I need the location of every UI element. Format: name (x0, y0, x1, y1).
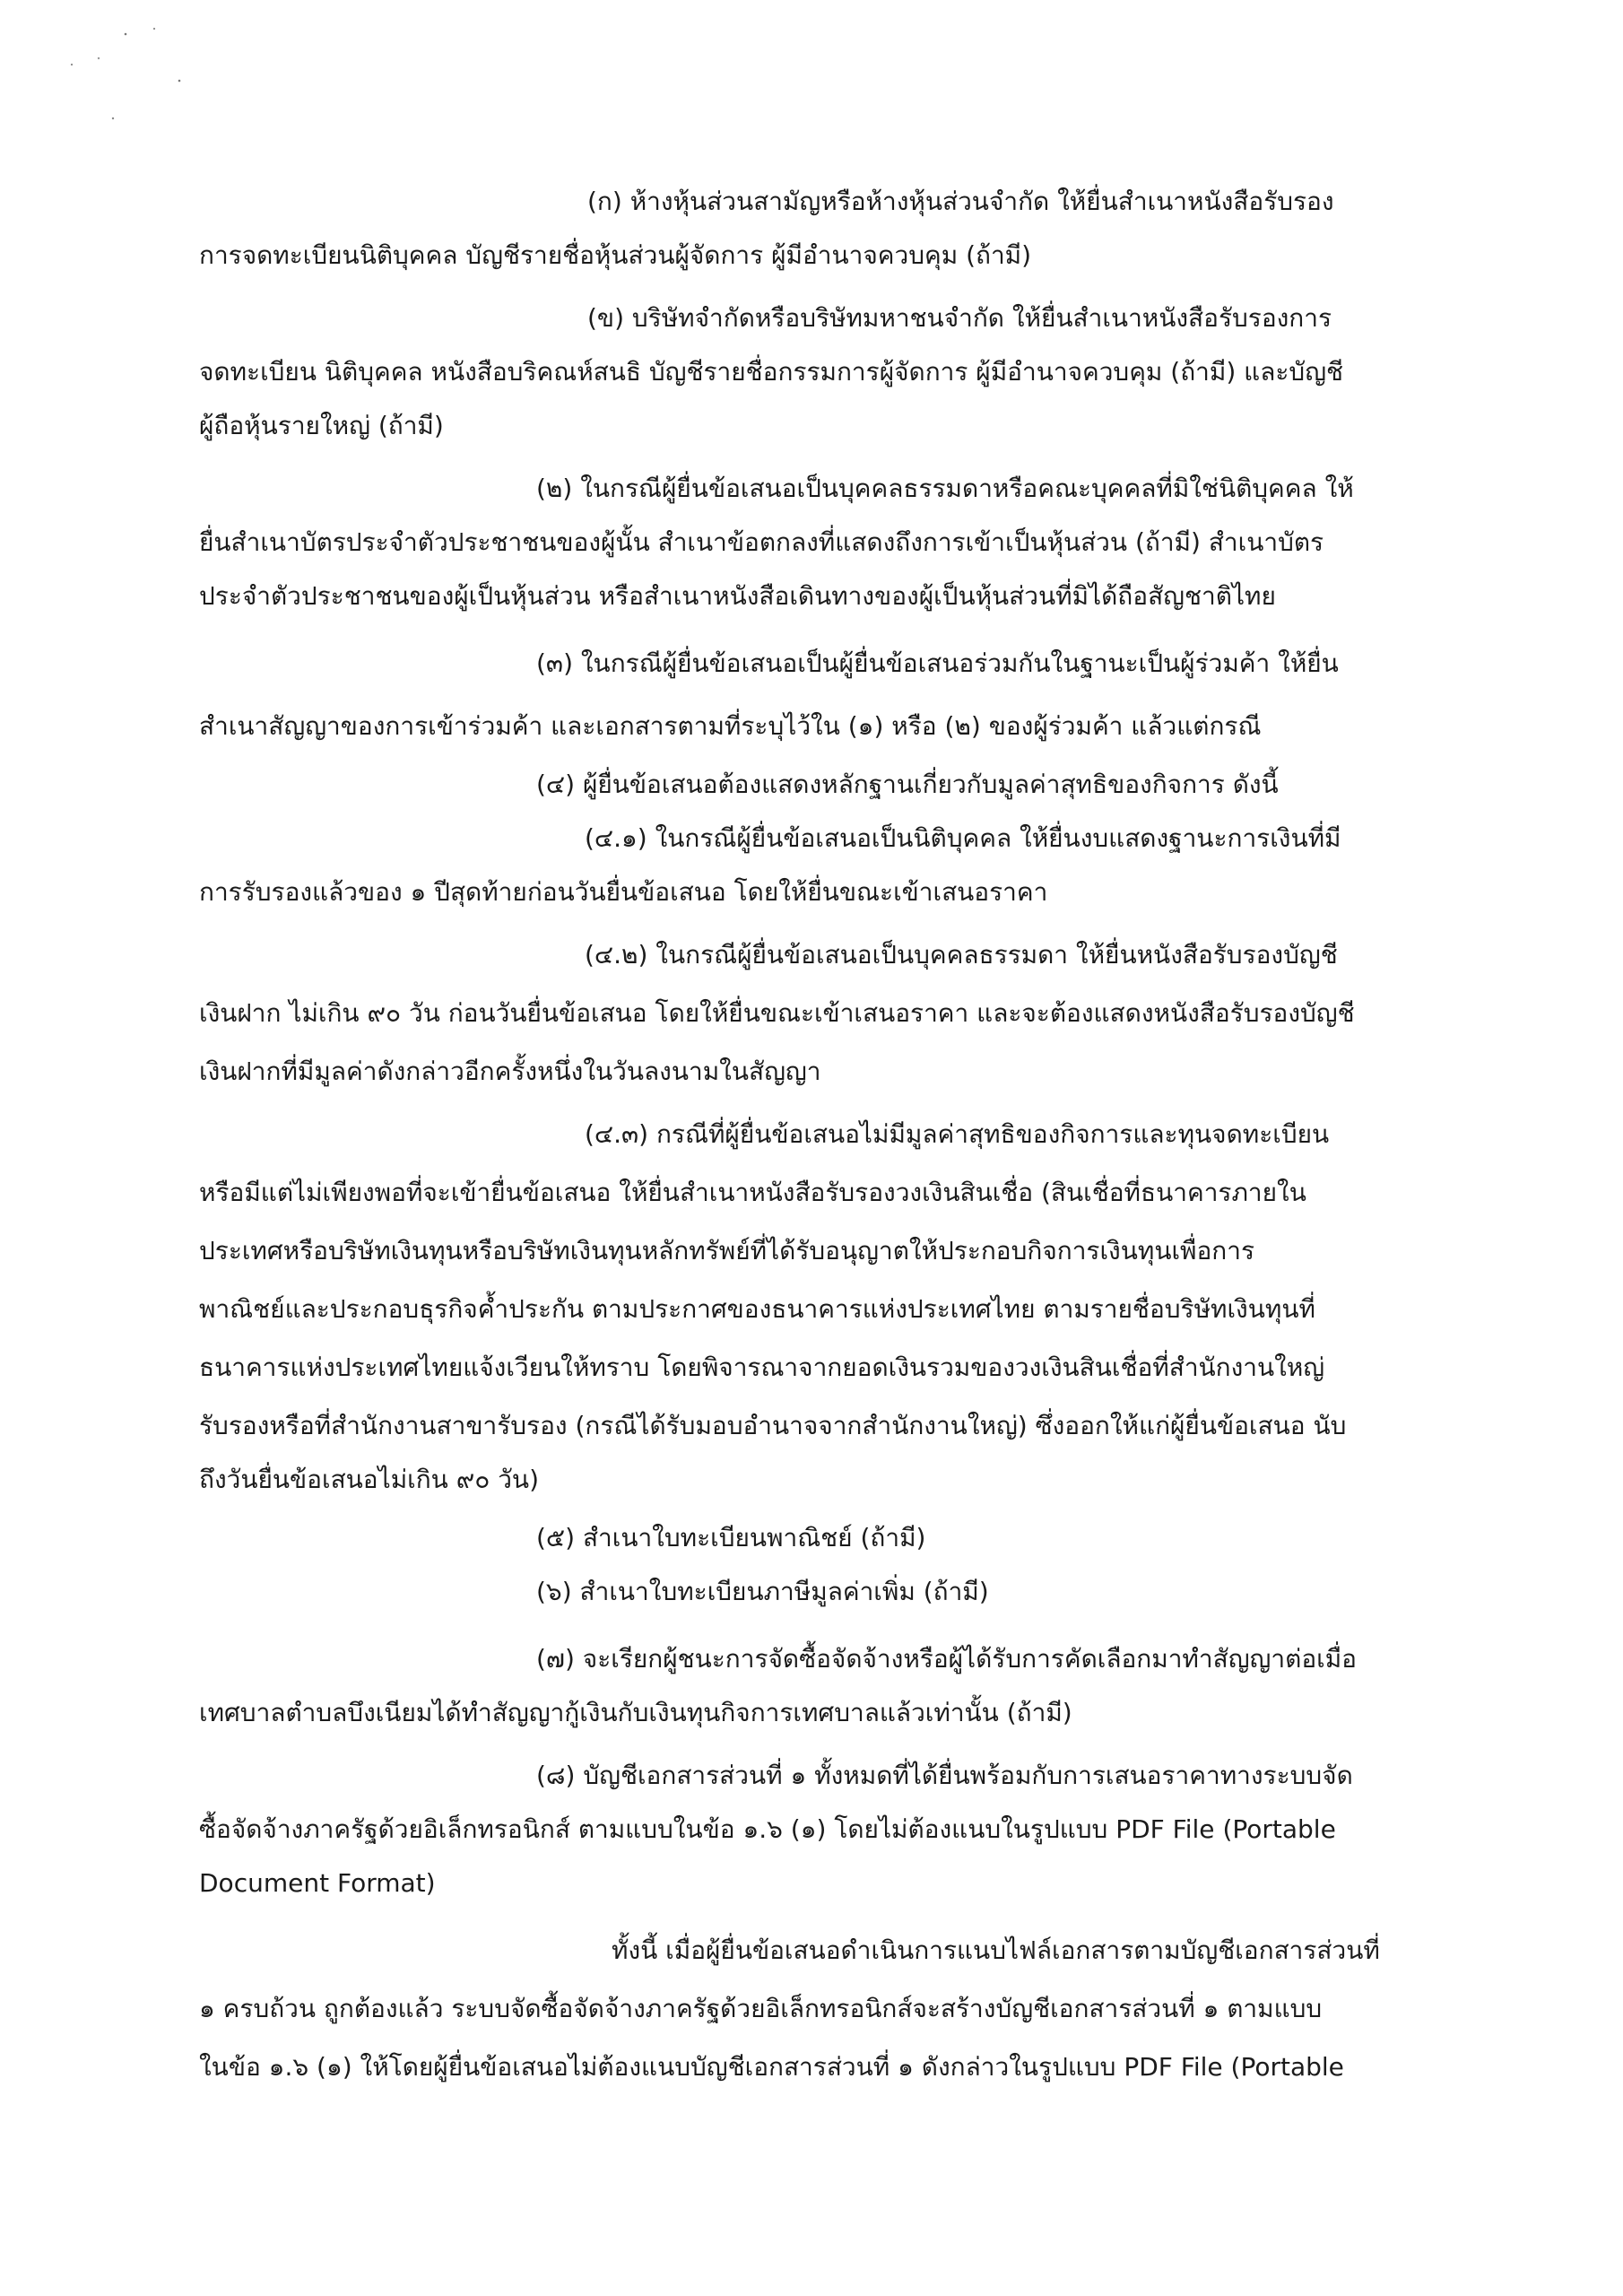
line-18: หรือมีแต่ไม่เพียงพอที่จะเข้ายื่นข้อเสนอ ให้ยื่นสำเนาหนังสือรับรองวงเงินสินเชื่อ (สินเชื่อที่ธนาคารภายใน (199, 1178, 1306, 1207)
line-29: ซื้อจัดจ้างภาครัฐด้วยอิเล็กทรอนิกส์ ตามแบบในข้อ ๑.๖ (๑) โดยไม่ต้องแนบในรูปแบบ PDF File (Portable (199, 1814, 1336, 1844)
line-14: (๔.๒) ในกรณีผู้ยื่นข้อเสนอเป็นบุคคลธรรมดา ให้ยื่นหนังสือรับรองบัญชี (585, 940, 1338, 970)
line-15: เงินฝาก ไม่เกิน ๙๐ วัน ก่อนวันยื่นข้อเสนอ โดยให้ยื่นขณะเข้าเสนอราคา และจะต้องแสดงหนังสือรับรองบัญชี (199, 998, 1355, 1028)
line-4: จดทะเบียน นิติบุคคล หนังสือบริคณห์สนธิ บัญชีรายชื่อกรรมการผู้จัดการ ผู้มีอำนาจควบคุม (ถ้ามี) และบัญชี (199, 357, 1344, 387)
line-30: Document Format) (199, 1868, 436, 1898)
line-26: (๗) จะเรียกผู้ชนะการจัดซื้อจัดจ้างหรือผู้ได้รับการคัดเลือกมาทำสัญญาต่อเมื่อ (536, 1644, 1357, 1674)
line-19: ประเทศหรือบริษัทเงินทุนหรือบริษัทเงินทุนหลักทรัพย์ที่ได้รับอนุญาตให้ประกอบกิจการเงินทุนเพื่อการ (199, 1236, 1255, 1265)
line-2: การจดทะเบียนนิติบุคคล บัญชีรายชื่อหุ้นส่วนผู้จัดการ ผู้มีอำนาจควบคุม (ถ้ามี) (199, 240, 1032, 270)
line-11: (๔) ผู้ยื่นข้อเสนอต้องแสดงหลักฐานเกี่ยวกับมูลค่าสุทธิของกิจการ ดังนี้ (536, 770, 1279, 799)
line-8: ประจำตัวประชาชนของผู้เป็นหุ้นส่วน หรือสำเนาหนังสือเดินทางของผู้เป็นหุ้นส่วนที่มิได้ถือสัญชาติไทย (199, 581, 1276, 611)
line-5: ผู้ถือหุ้นรายใหญ่ (ถ้ามี) (199, 411, 444, 440)
line-16: เงินฝากที่มีมูลค่าดังกล่าวอีกครั้งหนึ่งในวันลงนามในสัญญา (199, 1057, 821, 1086)
line-27: เทศบาลตำบลบึงเนียมได้ทำสัญญากู้เงินกับเงินทุนกิจการเทศบาลแล้วเท่านั้น (ถ้ามี) (199, 1698, 1072, 1727)
line-6: (๒) ในกรณีผู้ยื่นข้อเสนอเป็นบุคคลธรรมดาหรือคณะบุคคลที่มิใช่นิติบุคคล ให้ (536, 474, 1354, 503)
scan-specks (54, 18, 215, 135)
line-22: รับรองหรือที่สำนักงานสาขารับรอง (กรณีได้รับมอบอำนาจจากสำนักงานใหญ่) ซึ่งออกให้แก่ผู้ยื่นข้อเสนอ นับ (199, 1411, 1347, 1440)
line-13: การรับรองแล้วของ ๑ ปีสุดท้ายก่อนวันยื่นข้อเสนอ โดยให้ยื่นขณะเข้าเสนอราคา (199, 877, 1048, 907)
line-9: (๓) ในกรณีผู้ยื่นข้อเสนอเป็นผู้ยื่นข้อเสนอร่วมกันในฐานะเป็นผู้ร่วมค้า ให้ยื่น (536, 648, 1339, 678)
line-1: (ก) ห้างหุ้นส่วนสามัญหรือห้างหุ้นส่วนจำกัด ให้ยื่นสำเนาหนังสือรับรอง (587, 187, 1334, 216)
line-31: ทั้งนี้ เมื่อผู้ยื่นข้อเสนอดำเนินการแนบไฟล์เอกสารตามบัญชีเอกสารส่วนที่ (612, 1935, 1380, 1965)
line-12: (๔.๑) ในกรณีผู้ยื่นข้อเสนอเป็นนิติบุคคล ให้ยื่นงบแสดงฐานะการเงินที่มี (585, 823, 1341, 853)
line-23: ถึงวันยื่นข้อเสนอไม่เกิน ๙๐ วัน) (199, 1465, 539, 1494)
line-7: ยื่นสำเนาบัตรประจำตัวประชาชนของผู้นั้น สำเนาข้อตกลงที่แสดงถึงการเข้าเป็นหุ้นส่วน (ถ้ามี) สำเนาบัตร (199, 527, 1324, 557)
line-33: ในข้อ ๑.๖ (๑) ให้โดยผู้ยื่นข้อเสนอไม่ต้องแนบบัญชีเอกสารส่วนที่ ๑ ดังกล่าวในรูปแบบ PDF File (Portable (199, 2052, 1344, 2082)
line-20: พาณิชย์และประกอบธุรกิจค้ำประกัน ตามประกาศของธนาคารแห่งประเทศไทย ตามรายชื่อบริษัทเงินทุนที่ (199, 1294, 1315, 1324)
line-25: (๖) สำเนาใบทะเบียนภาษีมูลค่าเพิ่ม (ถ้ามี) (536, 1577, 989, 1606)
line-10: สำเนาสัญญาของการเข้าร่วมค้า และเอกสารตามที่ระบุไว้ใน (๑) หรือ (๒) ของผู้ร่วมค้า แล้วแต่กรณี (199, 711, 1262, 741)
line-3: (ข) บริษัทจำกัดหรือบริษัทมหาชนจำกัด ให้ยื่นสำเนาหนังสือรับรองการ (587, 303, 1332, 333)
line-17: (๔.๓) กรณีที่ผู้ยื่นข้อเสนอไม่มีมูลค่าสุทธิของกิจการและทุนจดทะเบียน (585, 1119, 1330, 1149)
line-28: (๘) บัญชีเอกสารส่วนที่ ๑ ทั้งหมดที่ได้ยื่นพร้อมกับการเสนอราคาทางระบบจัด (536, 1761, 1353, 1790)
line-21: ธนาคารแห่งประเทศไทยแจ้งเวียนให้ทราบ โดยพิจารณาจากยอดเงินรวมของวงเงินสินเชื่อที่สำนักงานใหญ่ (199, 1352, 1325, 1382)
line-24: (๕) สำเนาใบทะเบียนพาณิชย์ (ถ้ามี) (536, 1523, 926, 1552)
line-32: ๑ ครบถ้วน ถูกต้องแล้ว ระบบจัดซื้อจัดจ้างภาครัฐด้วยอิเล็กทรอนิกส์จะสร้างบัญชีเอกสารส่วนที่ ๑ ตามแบบ (199, 1994, 1323, 2023)
